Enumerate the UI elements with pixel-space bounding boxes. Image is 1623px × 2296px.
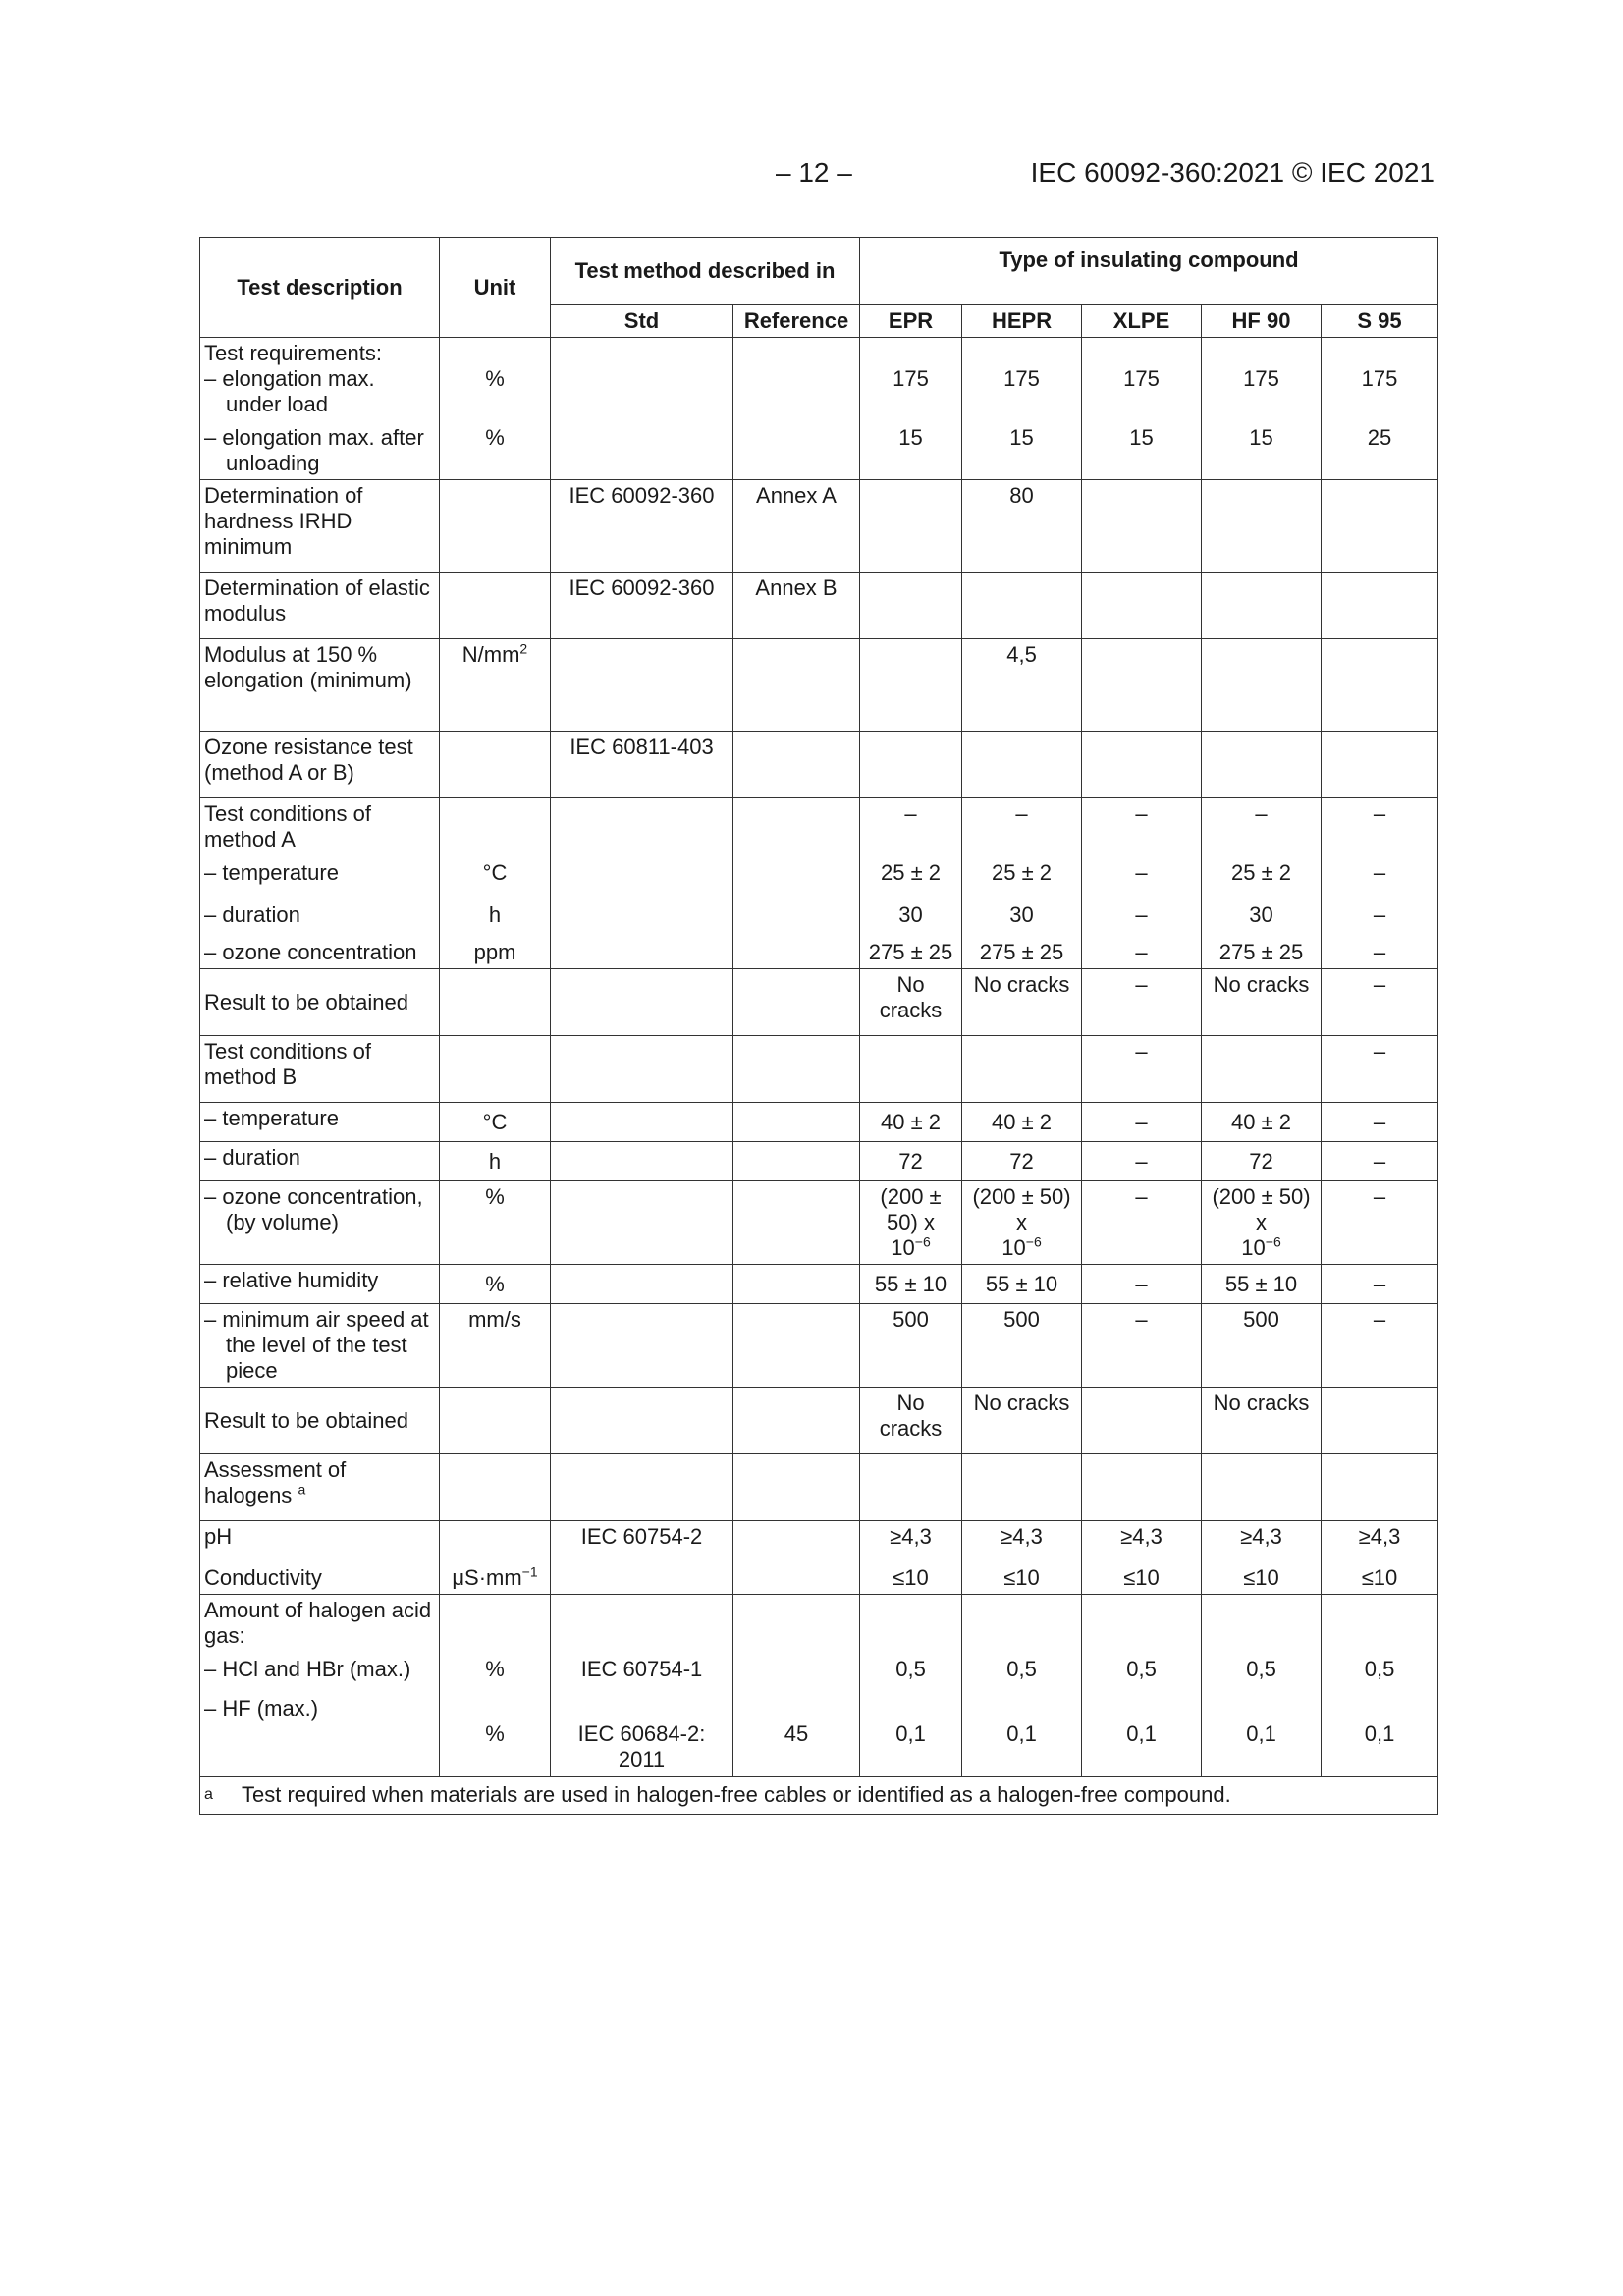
value-cell: 55 ± 10 <box>962 1265 1082 1304</box>
hf-label: – HF (max.) <box>204 1696 319 1721</box>
value-cell: – <box>1255 801 1268 826</box>
table-row <box>200 1181 1438 1265</box>
hardness-desc: Determination of hardness IRHD minimum <box>200 480 440 573</box>
value-cell <box>1202 1036 1322 1103</box>
value-cell: ≥4,3 <box>1001 1524 1043 1549</box>
value-cell: – <box>1135 902 1148 927</box>
value-cell: 25 ± 2 <box>1231 860 1292 885</box>
value-cell: – <box>1373 801 1386 826</box>
hf-ref: 45 <box>784 1722 809 1746</box>
method-b-humidity: – relative humidity <box>200 1265 440 1304</box>
method-b-result: Result to be obtained <box>200 1388 440 1454</box>
table-row <box>200 338 1438 480</box>
value-cell: 0,5 <box>895 1657 926 1681</box>
value-cell: 30 <box>1249 902 1273 927</box>
conductivity-unit-sup: −1 <box>521 1563 538 1580</box>
table-row <box>200 1036 1438 1103</box>
value-cell: (200 ± 50) x <box>972 1184 1071 1234</box>
table-row <box>200 732 1438 798</box>
footnote-mark: a <box>204 1786 213 1803</box>
col-hepr: HEPR <box>962 305 1082 338</box>
value-cell: 15 <box>1129 425 1154 450</box>
method-b-title: Test conditions of method B <box>200 1036 440 1103</box>
table-row <box>200 1142 1438 1181</box>
acid-gas-title: Amount of halogen acid gas: <box>204 1598 432 1648</box>
method-a-temperature: – temperature <box>204 860 339 885</box>
value-cell: – <box>1015 801 1028 826</box>
exp-base: 10 <box>1241 1235 1266 1260</box>
value-cell <box>1082 1388 1202 1454</box>
hardness-std: IEC 60092-360 <box>551 480 733 573</box>
value-cell: – <box>1082 1036 1202 1103</box>
footnote-row <box>200 1777 1438 1815</box>
table-row <box>200 573 1438 639</box>
exp-base: 10 <box>891 1235 915 1260</box>
value-cell: 500 <box>1202 1304 1322 1388</box>
table-row <box>200 1265 1438 1304</box>
modulus-desc: Modulus at 150 % elongation (minimum) <box>200 639 440 732</box>
unit-cell: h <box>488 902 502 927</box>
value-cell: 40 ± 2 <box>962 1103 1082 1142</box>
unit-cell: h <box>440 1142 551 1181</box>
conductivity-unit: μS·mm <box>452 1565 522 1590</box>
value-cell: 30 <box>1009 902 1034 927</box>
table-row <box>200 969 1438 1036</box>
value-cell: 275 ± 25 <box>1218 940 1304 964</box>
value-cell: 40 ± 2 <box>860 1103 962 1142</box>
unit-cell: % <box>485 1657 505 1681</box>
conductivity-label: Conductivity <box>204 1565 322 1590</box>
table-row <box>200 639 1438 732</box>
value-cell: 275 ± 25 <box>979 940 1064 964</box>
value-cell: 40 ± 2 <box>1202 1103 1322 1142</box>
value-cell: – <box>1135 860 1148 885</box>
value-cell: – <box>1322 969 1438 1036</box>
exp: −6 <box>1265 1233 1281 1250</box>
method-a-duration: – duration <box>204 902 300 927</box>
value-cell: 30 <box>898 902 923 927</box>
elastic-ref: Annex B <box>733 573 860 639</box>
value-cell: No cracks <box>860 1388 962 1454</box>
method-a-result: Result to be obtained <box>200 969 440 1036</box>
value-cell: – <box>1373 860 1386 885</box>
method-b-airspeed: – minimum air speed at the level of the test piece <box>204 1307 429 1383</box>
value-cell: – <box>1322 1036 1438 1103</box>
col-xlpe: XLPE <box>1082 305 1202 338</box>
value-cell: 0,5 <box>1246 1657 1276 1681</box>
value-cell: – <box>1082 969 1202 1036</box>
table-row <box>200 1521 1438 1595</box>
col-s95: S 95 <box>1322 305 1438 338</box>
value-cell: – <box>1322 1181 1438 1265</box>
col-unit: Unit <box>440 238 551 338</box>
halogens-footnote-mark: a <box>298 1481 306 1498</box>
value-cell: – <box>1322 1142 1438 1181</box>
method-b-temperature: – temperature <box>200 1103 440 1142</box>
table-row <box>200 1103 1438 1142</box>
value-cell: (200 ± 50) x <box>1212 1184 1311 1234</box>
requirements-table <box>199 237 1438 1815</box>
exp: −6 <box>914 1233 931 1250</box>
hcl-label: – HCl and HBr (max.) <box>204 1657 411 1681</box>
document-reference: IEC 60092-360:2021 © IEC 2021 <box>1030 157 1434 188</box>
value-cell: 175 <box>1361 366 1398 391</box>
value-cell: 25 ± 2 <box>881 860 942 885</box>
method-a-ozone: – ozone concentration <box>204 940 417 964</box>
unit-cell: % <box>485 1722 505 1746</box>
elastic-std: IEC 60092-360 <box>551 573 733 639</box>
table-row <box>200 1595 1438 1777</box>
value-cell: – <box>1082 1181 1202 1265</box>
hcl-std: IEC 60754-1 <box>580 1657 703 1681</box>
value-cell: ≤10 <box>1123 1565 1160 1590</box>
value-cell: 0,1 <box>1126 1722 1157 1746</box>
elongation-under-load: – elongation max. under load <box>204 366 375 416</box>
value-cell: – <box>1135 940 1148 964</box>
unit-cell: % <box>440 1265 551 1304</box>
col-epr: EPR <box>860 305 962 338</box>
value-cell: – <box>1373 902 1386 927</box>
value-cell: 25 ± 2 <box>992 860 1053 885</box>
value-cell: ≥4,3 <box>1358 1524 1401 1549</box>
value-cell: – <box>904 801 917 826</box>
value-cell <box>860 1036 962 1103</box>
value-cell: 175 <box>1003 366 1040 391</box>
value-cell: 15 <box>1009 425 1034 450</box>
hf-std: IEC 60684-2: 2011 <box>577 1722 706 1772</box>
value-cell: 72 <box>962 1142 1082 1181</box>
unit-cell: °C <box>482 860 508 885</box>
value-cell <box>962 1036 1082 1103</box>
col-std: Std <box>551 305 733 338</box>
value-cell: No cracks <box>1202 1388 1322 1454</box>
halogens-title: Assessment of halogens <box>204 1457 347 1507</box>
value-cell: ≥4,3 <box>1120 1524 1163 1549</box>
value-cell: (200 ± 50) x <box>880 1184 942 1234</box>
value-cell: 55 ± 10 <box>1202 1265 1322 1304</box>
col-reference: Reference <box>733 305 860 338</box>
value-cell: 175 <box>893 366 929 391</box>
table-row <box>200 798 1438 969</box>
hardness-ref: Annex A <box>733 480 860 573</box>
value-cell: – <box>1082 1304 1202 1388</box>
ph-std: IEC 60754-2 <box>580 1524 703 1549</box>
method-b-duration: – duration <box>200 1142 440 1181</box>
value-cell: ≤10 <box>1003 1565 1040 1590</box>
unit-cell: °C <box>440 1103 551 1142</box>
value-cell: 175 <box>1123 366 1160 391</box>
value-cell: ≤10 <box>1243 1565 1279 1590</box>
value-cell: 500 <box>860 1304 962 1388</box>
page-header <box>0 157 1623 196</box>
col-hf90: HF 90 <box>1202 305 1322 338</box>
value-cell: 0,1 <box>1364 1722 1395 1746</box>
value-cell: – <box>1373 940 1386 964</box>
value-cell: ≤10 <box>1361 1565 1398 1590</box>
value-cell: 500 <box>962 1304 1082 1388</box>
unit-cell: % <box>485 425 505 450</box>
value-cell: – <box>1322 1304 1438 1388</box>
footnote-text: Test required when materials are used in halogen-free cables or identified as a halogen-free compound. <box>242 1782 1231 1807</box>
tensile-title: Test requirements: <box>204 341 382 365</box>
value-cell: 15 <box>898 425 923 450</box>
unit-cell: % <box>440 1181 551 1265</box>
value-cell: ≥4,3 <box>890 1524 932 1549</box>
method-b-ozone: – ozone concentration, (by volume) <box>204 1184 423 1234</box>
value-cell: 175 <box>1243 366 1279 391</box>
value-cell: No cracks <box>860 969 962 1036</box>
page-number: – 12 – <box>776 157 852 188</box>
value-cell: 0,1 <box>1246 1722 1276 1746</box>
col-test-method: Test method described in <box>551 238 860 305</box>
value-cell: 55 ± 10 <box>860 1265 962 1304</box>
value-cell: – <box>1322 1103 1438 1142</box>
modulus-unit-sup: 2 <box>519 640 528 657</box>
exp: −6 <box>1025 1233 1042 1250</box>
value-cell: 0,5 <box>1364 1657 1395 1681</box>
table-row <box>200 1388 1438 1454</box>
value-cell: – <box>1322 1265 1438 1304</box>
value-cell: – <box>1082 1103 1202 1142</box>
table-row <box>200 1304 1438 1388</box>
value-cell: 0,1 <box>895 1722 926 1746</box>
value-cell: 72 <box>860 1142 962 1181</box>
ph-label: pH <box>204 1524 233 1549</box>
value-cell: – <box>1135 801 1148 826</box>
col-compound: Type of insulating compound <box>860 238 1438 305</box>
value-cell: 72 <box>1202 1142 1322 1181</box>
exp-base: 10 <box>1001 1235 1026 1260</box>
unit-cell: % <box>485 366 505 391</box>
modulus-unit: N/mm <box>461 642 520 667</box>
ozone-std: IEC 60811-403 <box>551 732 733 798</box>
method-a-title: Test conditions of method A <box>204 801 371 851</box>
value-cell: No cracks <box>962 1388 1082 1454</box>
unit-cell: mm/s <box>440 1304 551 1388</box>
header-row-1 <box>200 238 1438 305</box>
value-cell: 0,5 <box>1006 1657 1037 1681</box>
hardness-hepr: 80 <box>962 480 1082 573</box>
value-cell: 0,1 <box>1006 1722 1037 1746</box>
table-row <box>200 480 1438 573</box>
unit-cell: ppm <box>473 940 516 964</box>
value-cell: ≥4,3 <box>1240 1524 1282 1549</box>
value-cell: No cracks <box>962 969 1082 1036</box>
value-cell <box>1322 1388 1438 1454</box>
col-test-description: Test description <box>200 238 440 338</box>
value-cell: 275 ± 25 <box>868 940 953 964</box>
modulus-hepr: 4,5 <box>962 639 1082 732</box>
ozone-desc: Ozone resistance test (method A or B) <box>200 732 440 798</box>
elastic-desc: Determination of elastic modulus <box>200 573 440 639</box>
value-cell: 0,5 <box>1126 1657 1157 1681</box>
value-cell: 15 <box>1249 425 1273 450</box>
value-cell: – <box>1082 1142 1202 1181</box>
value-cell: ≤10 <box>893 1565 929 1590</box>
table-row <box>200 1454 1438 1521</box>
elongation-after-unloading: – elongation max. after unloading <box>204 425 424 475</box>
value-cell: No cracks <box>1202 969 1322 1036</box>
value-cell: 25 <box>1367 425 1392 450</box>
value-cell: – <box>1082 1265 1202 1304</box>
